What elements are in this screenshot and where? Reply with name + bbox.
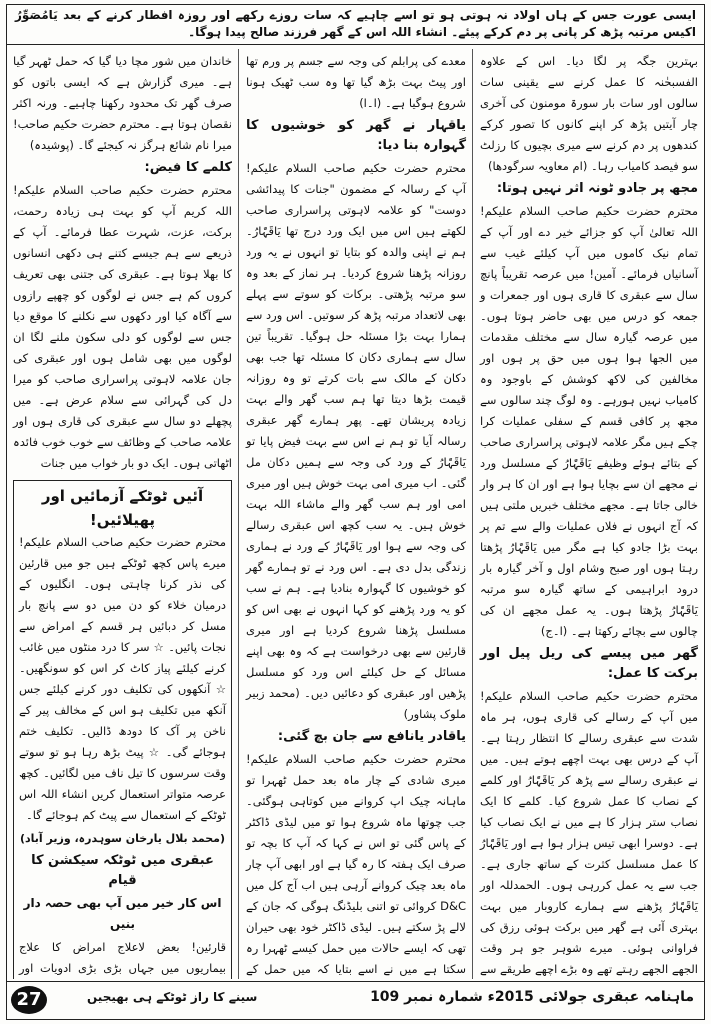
column-divider: [472, 49, 473, 979]
paragraph: محترم حضرت حکیم صاحب السلام علیکم! میں آپ کے رسالے کی قاری ہوں، ہر ماہ شدت سے عبقری رسالے کا انتظار رہتا ہے۔ آپ کے درس بھی بہت اچھے ہوتے ہیں۔ میں نے عبقری رسالے سے پڑھ کر یَاقَہَّارُ اور کلمے کے نصاب کا عمل شروع کیا۔ کلمے کا ایک نصاب ستر ہزار کا ہے میں نے ایک نصاب کیا ہے۔ دوسرا ابھی تیس ہزار ہوا ہے اور یَاقَہَّارُ کا عمل مسلسل کثرت کے ساتھ جاری ہے۔ جب سے یہ عمل کررہی ہوں۔ الحمدللہ اور یَاقَہَّارُ پڑھنے سے ہمارے کاروبار میں بہت بہتری آئی ہے گھر میں برکت ہوئی رزق کی فراوانی ہوئی۔ میرے شوہر جو ہر وقت الجھے الجھے رہتے تھے وہ بڑے اچھے طریقے سے: [480, 689, 698, 976]
article-heading: یاقادر یانافع سے جان بچ گئی:: [277, 729, 466, 744]
column-right: [474, 49, 704, 979]
column-divider: [238, 49, 239, 979]
page-number: 27: [11, 986, 47, 1014]
section-announcement-title: عبقری میں ٹوٹکہ سیکشن کا قیام: [31, 853, 214, 888]
magazine-page: [6, 4, 705, 1020]
tips-box-signature: (محمد بلال یارخان سوہدرہ، وزیر آباد): [19, 832, 226, 845]
top-tip-strip: ایسی عورت جس کے ہاں اولاد نہ ہوتی ہو تو اسے چاہیے کہ سات روزے رکھے اور روزہ افطار کرنے کے بعد یَامُصَوِّرُ اکیس مرتبہ پڑھ کر پانی پر دم کرکے پیئے۔ انشاء اللہ اس کے گھر فرزند صالح پیدا ہوگا۔: [7, 5, 704, 45]
paragraph: محترم حضرت حکیم صاحب السلام علیکم! اللہ کریم آپ کو بہت ہی زیادہ رحمت، برکت، عزت، شہرت عطا فرمائے۔ آپ کے ذریعے سے ہم جیسے کتنے ہی دکھی انسانوں کا بھلا ہوتا ہے۔ عبقری کی جتنی بھی تعریف کروں کم ہے جس نے لوگوں کو چھپے رازوں سے آگاہ کیا اور دکھوں سے نکلنے کا موقع دیا جس سے لوگوں کو دلی سکون ملنے لگا ان لوگوں میں بھی شامل ہوں اور عبقری کی جان علامہ لاہوتی پراسراری صاحب کو میرا دل کی گہرائی سے سلام عرض ہے۔ میں پچھلے دو سال سے عبقری کی قاری ہوں اور علامہ صاحب کے وظائف سے خوب خوب فائدہ اٹھاتی ہوں۔ ایک دو بار خواب میں جنات: [13, 183, 232, 470]
column-middle: [240, 49, 472, 979]
footer-note: سینے کا راز ٹوٹکے ہی بھیجیں: [87, 990, 258, 1004]
tips-box-text: محترم حضرت حکیم صاحب السلام علیکم! میرے پاس کچھ ٹوٹکے ہیں جو میں قارئین کی نذر کرنا چاہتی ہوں۔ انگلیوں کے درمیان خلاء کو دن میں دو سے پانچ بار مسل کر دبائیں ہر قسم کے امراض سے نجات پائیں۔ ☆ سر کا درد منٹوں میں غائب کرنے کیلئے پیاز کاٹ کر اس کو سونگھیں۔ ☆ آنکھوں کی تکلیف دور کرنے کیلئے جس آنکھ میں تکلیف ہو اس کے مخالف پیر کے ناخن پر آک کا دودھ ڈالیں۔ تکلیف ختم ہوجائے گی۔ ☆ پیٹ بڑھ رہا ہو تو سوتے وقت سرسوں کا تیل ناف میں لگائیں۔ کچھ عرصہ متواتر استعمال کریں انشاء اللہ اس ٹوٹکے کے استعمال سے پیٹ کم ہوجائے گا۔: [19, 535, 226, 822]
column-left: [7, 49, 238, 979]
article-heading: کلمے کا فیض:: [144, 160, 232, 175]
tips-box-title: آئیں ٹوٹکے آزمائیں اور پھیلائیں!: [41, 487, 204, 529]
magazine-issue-label: ماہنامہ عبقری جولائی 2015ء شمارہ نمبر 109: [370, 989, 694, 1005]
article-heading: مجھ پر جادو ٹونہ اثر نہیں ہوتا:: [496, 181, 698, 196]
article-heading: یاقہار نے گھر کو خوشیوں کا گہوارہ بنا دیا:: [246, 118, 466, 153]
section-announcement-text: قارئین! بعض لاعلاج امراض کا علاج بیماریوں میں جہاں بڑی بڑی ادویات اور: [19, 940, 226, 975]
paragraph: محترم حضرت حکیم صاحب السلام علیکم! اللہ تعالیٰ آپ کو جزائے خیر دے اور آپ کے تمام نیک کاموں میں آپ کیلئے غیب سے آسانیاں فرمائے۔ آمین! میں عرصہ تقریباً پانچ سال سے عبقری کا قاری ہوں اور جمعرات و جمعہ کو درس میں بھی حاضر ہوتا ہوں۔ میں عرصہ گیارہ سال سے مختلف مقدمات میں الجھا ہوا ہوں میں حق پر ہوں اور مخالفین کی لاکھ کوشش کے باوجود وہ کامیاب نہیں ہورہے۔ وہ لوگ چند سالوں سے مجھ پر کافی قسم کے سفلی عملیات کرا چکے ہیں مگر علامہ لاہوتی پراسراری صاحب کے بتائے ہوئے وظیفے یَاقَہَّارُ کے مسلسل ورد نے مجھے ان سے بچایا ہوا ہے اور ان کا ہر وار خالی جاتا ہے۔ مجھے مختلف خبریں ملتی ہیں کہ آج انہوں نے فلاں عملیات والے سے تم پر بہت بڑا جادو کیا ہے مگر میں یَاقَہَّارُ پڑھتا رہتا ہوں اور صبح وشام اول و آخر گیارہ بار درود ابراہیمی کے ساتھ گیارہ سو مرتبہ یَاقَہَّارُ پڑھتا ہوں۔ یہ عمل مجھے ان کی چالوں سے بچائے رکھتا ہے۔ (ا۔ج): [480, 204, 698, 638]
paragraph: خاندان میں شور مچا دیا گیا کہ حمل ٹھہر گیا ہے۔ میری گزارش ہے کہ ایسی باتوں کو صرف گھر تک محدود رکھنا چاہیے۔ ورنہ اکثر نقصان ہوتا ہے۔ محترم حضرت حکیم صاحب! میرا نام شائع ہرگز نہ کیجئے گا۔ (پوشیدہ): [13, 54, 232, 152]
tips-box: [13, 480, 232, 979]
paragraph: محترم حضرت حکیم صاحب السلام علیکم! آپ کے رسالہ کے مضمون "جنات کا پیدائشی دوست" کو علامہ لاہوتی پراسراری صاحب لکھتے ہیں اس میں ایک ورد درج تھا یَاقَہَّارُ۔ ہم نے اپنی والدہ کو بتایا تو انہوں نے یہ ورد روزانہ پڑھنا شروع کردیا۔ ہر نماز کے بعد وہ سو مرتبہ پڑھتی۔ برکات کو سوتے سے پہلے بھی لاتعداد مرتبہ پڑھ کر سوتیں۔ اس ورد سے ہمارا بہت بڑا مسئلہ حل ہوگیا۔ تقریباً تین سال سے ہماری دکان کا مسئلہ تھا جب بھی دکان کے مالک سے بات کرتے تو وہ روزانہ قیمت بڑھا دیتا تھا ہم سب گھر والے بہت زیادہ پریشان تھے۔ پھر ہمارے گھر عبقری رسالہ آیا تو ہم نے اس سے بہت فیض پایا تو یَاقَہَّارُ کے ورد کی وجہ سے ہمیں دکان مل گئی۔ اب میری امی بہت خوش ہیں اور میری امی اور ہم سب گھر والے ماشاء اللہ بہت خوش ہیں۔ یہ سب کچھ اس عبقری رسالے کی وجہ سے ہوا اور یَاقَہَّارُ کے ورد نے ہماری زندگی بدل دی ہے۔ اس ورد نے تو ہمارے گھر کو خوشیوں کا گہوارہ بنادیا ہے۔ ہم نے سب کو یہ ورد پڑھنے کو کہا انہوں نے بھی اس کو مسلسل پڑھنا شروع کردیا ہے اور میری قارئین سے بھی درخواست ہے کہ وہ بھی اپنے مسائل کے حل کیلئے اس ورد کو مسلسل پڑھیں اور عبقری کو دعائیں دیں۔ (محمد زبیر ملوک پشاور): [246, 161, 466, 721]
section-announcement-subtitle: اس کار خیر میں آپ بھی حصہ دار بنیں: [23, 896, 222, 931]
paragraph: بہترین جگہ پر لگا دیا۔ اس کے علاوہ الفسبحٰنہ کا عمل کرنے سے یقینی سات سالوں اور سات بار سورۃ مومنون کی آخری چار آیتیں پڑھ کر اپنے کانوں کا تصور کرکے کندھوں پر دم کرنے سے میری بچیوں کا رزلٹ سو فیصد کامیاب رہا۔ (ام معاویہ سرگودھا): [480, 54, 698, 173]
paragraph: معدے کی پرابلم کی وجہ سے جسم پر ورم تھا اور پیٹ بہت بڑھ گیا تھا وہ سب ٹھیک ہونا شروع ہوگیا ہے۔ (ا۔ا): [246, 54, 466, 110]
page-footer: [7, 981, 704, 1019]
paragraph: محترم حضرت حکیم صاحب السلام علیکم! میری شادی کے چار ماہ بعد حمل ٹھہرا تو ماہانہ چیک اپ کروانے میں کوتاہی ہوگئی۔ جب چوتھا ماہ شروع ہوا تو میں لیڈی ڈاکٹر کے پاس گئی تو اس نے کہا کہ آپ کا بچہ تو صرف ایک ہفتہ کا رہ گیا ہے اور ابھی آپ چار ماہ بعد چیک کروانے آرہی ہیں اب آج کل میں D&C کروائی تو اتنی بلیڈنگ ہوگی کہ جان کے لالے پڑ سکتے ہیں۔ لیڈی ڈاکٹر خود بھی حیران تھی کہ ایسے حالات میں حمل کیسے ٹھہرا رہ سکتا ہے میں نے اسے بتایا کہ میں حمل کے: [246, 752, 466, 976]
article-heading: گھر میں پیسے کی ریل پیل اور برکت کا عمل:: [480, 646, 698, 681]
